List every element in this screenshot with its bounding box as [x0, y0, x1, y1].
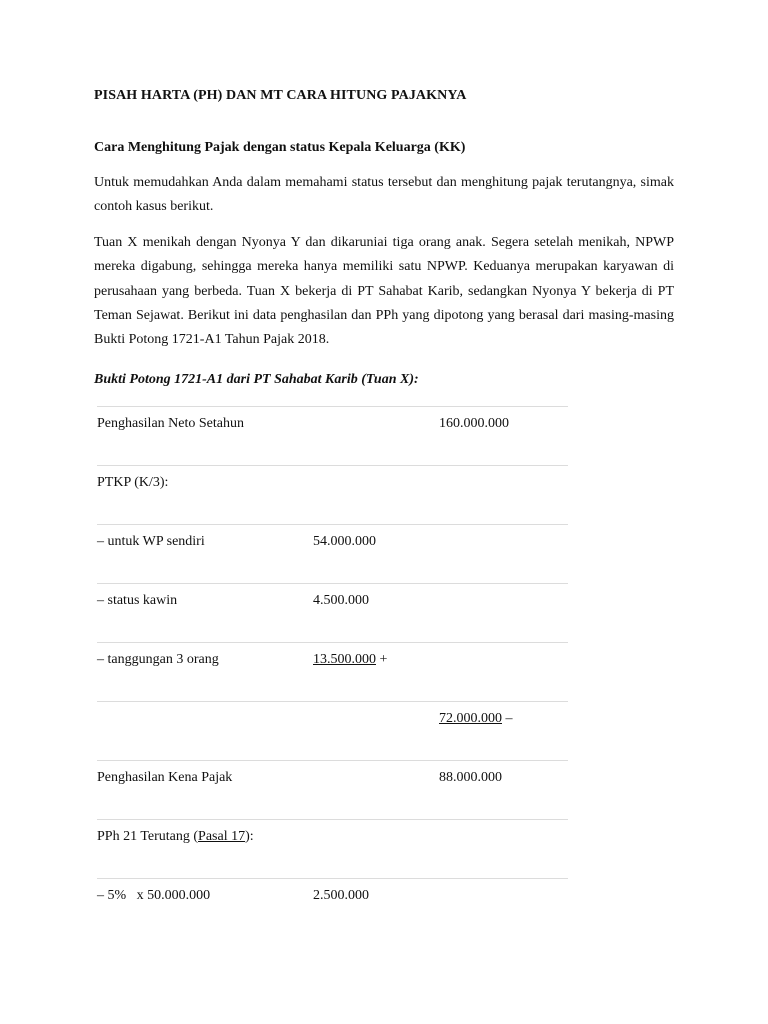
- row-label: Penghasilan Neto Setahun: [97, 416, 244, 431]
- table-row: [97, 525, 568, 584]
- row-amount: [313, 407, 439, 466]
- row-label: – tanggungan 3 orang: [97, 652, 219, 667]
- row-label: Penghasilan Kena Pajak: [97, 770, 233, 785]
- plus-sign: +: [376, 652, 388, 667]
- table-row: [97, 643, 568, 702]
- row-total: 88.000.000: [439, 770, 502, 785]
- row-amount: [313, 761, 439, 820]
- row-total: [439, 702, 568, 761]
- row-label: PTKP (K/3):: [97, 475, 169, 490]
- case-paragraph: Tuan X menikah dengan Nyonya Y dan dikaruniai tiga orang anak. Segera setelah menikah, NPWP mereka digabung, sehingga mereka hanya memiliki satu NPWP. Keduanya merupakan karyawan di perusahaan yang berbeda. Tuan X bekerja di PT Sahabat Karib, sedangkan Nyonya Y bekerja di PT Teman Sejawat. Berikut ini data penghasilan dan PPh yang dipotong yang berasal dari masing-masing Bukti Potong 1721-A1 Tahun Pajak 2018.: [94, 235, 674, 348]
- table-row: [97, 820, 568, 879]
- page-title: PISAH HARTA (PH) DAN MT CARA HITUNG PAJAKNYA: [94, 88, 467, 103]
- table-caption: Bukti Potong 1721-A1 dari PT Sahabat Karib (Tuan X):: [94, 372, 419, 387]
- table-row: [97, 584, 568, 643]
- row-total: [439, 466, 568, 525]
- row-label: – 5% x 50.000.000: [97, 888, 211, 903]
- row-total: [439, 525, 568, 584]
- row-amount: [313, 820, 439, 879]
- row-amount: [313, 643, 439, 702]
- row-total: [439, 879, 568, 938]
- row-label: [97, 702, 313, 761]
- row-amount: 2.500.000: [313, 888, 369, 903]
- underlined-amount: 13.500.000: [313, 652, 376, 667]
- table-row: [97, 879, 568, 938]
- table-row: [97, 702, 568, 761]
- pasal-17-link[interactable]: Pasal 17: [198, 829, 246, 844]
- row-label: PPh 21 Terutang (Pasal 17):: [97, 829, 254, 844]
- row-total: [439, 584, 568, 643]
- table-row: [97, 466, 568, 525]
- table-row: [97, 761, 568, 820]
- row-amount: [313, 466, 439, 525]
- row-total: 160.000.000: [439, 416, 509, 431]
- row-amount: 4.500.000: [313, 593, 369, 608]
- row-label: – untuk WP sendiri: [97, 534, 205, 549]
- minus-sign: –: [502, 711, 513, 726]
- row-amount: [313, 702, 439, 761]
- row-label: – status kawin: [97, 593, 178, 608]
- section-subtitle: Cara Menghitung Pajak dengan status Kepala Keluarga (KK): [94, 140, 466, 155]
- row-total: [439, 643, 568, 702]
- row-amount: 54.000.000: [313, 534, 376, 549]
- underlined-total: 72.000.000: [439, 711, 502, 726]
- intro-paragraph: Untuk memudahkan Anda dalam memahami status tersebut dan menghitung pajak terutangnya, simak contoh kasus berikut.: [94, 175, 674, 215]
- row-total: [439, 820, 568, 879]
- table-row: [97, 407, 568, 466]
- tax-calculation-table: [97, 406, 568, 938]
